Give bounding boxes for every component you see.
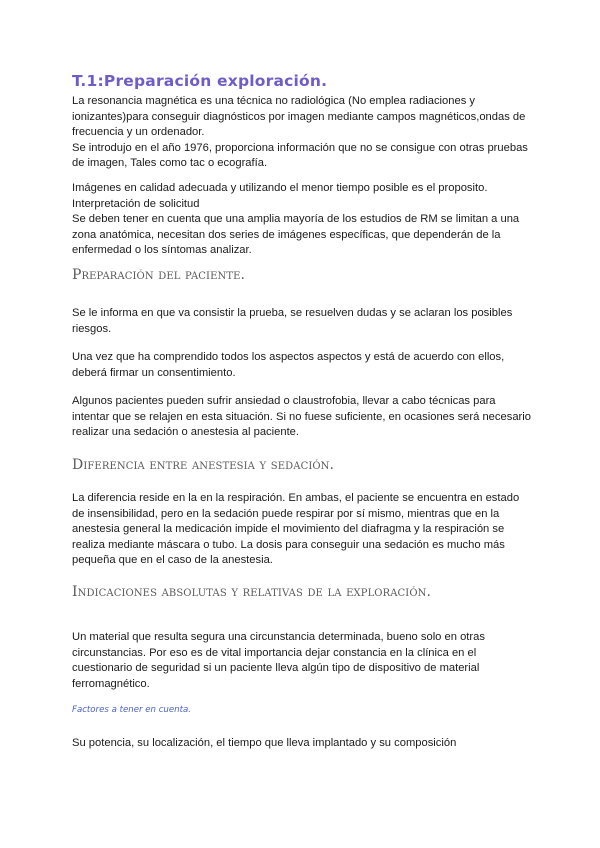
- patient-text-3: Algunos pacientes pueden sufrir ansiedad o claustrofobia, llevar a cabo técnicas para intentar que se relajen en esta situación. Si no fuese suficiente, en ocasiones será necesario realizar una sedación o anestesia al paciente.: [72, 395, 531, 439]
- patient-paragraph-1: [72, 306, 532, 337]
- intro-paragraph-2: Se introdujo en el año 1976, proporciona información que no se consigue con otras pruebas de imagen, Tales como tac o ecografía.: [72, 141, 528, 170]
- anesthesia-text: La diferencia reside en la en la respiración. En ambas, el paciente se encuentra en estado de insensibilidad, pero en la sedación puede respirar por sí mismo, mientras que en la anestesia general la medicación impide el movimiento del diafragma y la respiración se realiza mediante máscara o tubo. La dosis para conseguir una sedación es mucho más pequeña que en el caso de la anestesia.: [72, 492, 520, 567]
- intro-paragraph-1: La resonancia magnética es una técnica no radiológica (No emplea radiaciones y ionizantes)para conseguir diagnósticos por imagen mediante campos magnéticos,ondas de frecuencia y un ordenador.: [72, 95, 526, 139]
- patient-paragraph-3: [72, 394, 532, 441]
- objective-paragraph-1: Imágenes en calidad adecuada y utilizando el menor tiempo posible es el proposito.: [72, 182, 488, 194]
- indications-paragraph: [72, 630, 532, 692]
- section-heading-patient: Preparación del paciente.: [72, 267, 246, 283]
- section-heading-indications: Indicaciones absolutas y relativas de la exploración.: [72, 584, 432, 600]
- indications-text: Un material que resulta segura una circunstancia determinada, bueno solo en otras circunstancias. Por eso es de vital importancia dejar constancia en la clínica en el cuestionario de seguridad si un paciente lleva algún tipo de dispositivo de material ferromagnético.: [72, 631, 485, 690]
- factors-text: Su potencia, su localización, el tiempo que lleva implantado y su composición: [72, 737, 457, 749]
- patient-text-1: Se le informa en que va consistir la prueba, se resuelven dudas y se aclaran los posibles riesgos.: [72, 307, 513, 335]
- patient-text-2: Una vez que ha comprendido todos los aspectos aspectos y está de acuerdo con ellos, deberá firmar un consentimiento.: [72, 351, 505, 379]
- intro-block: [72, 94, 532, 172]
- section-heading-anesthesia: Diferencia entre anestesia y sedación.: [72, 457, 335, 473]
- patient-paragraph-2: [72, 350, 532, 381]
- anesthesia-paragraph: [72, 491, 532, 569]
- objective-paragraph-2: Interpretación de solicitud: [72, 197, 200, 210]
- page-title: T.1:Preparación exploración.: [72, 72, 328, 90]
- objective-block: [72, 181, 532, 259]
- factors-note: Factores a tener en cuenta.: [72, 705, 191, 715]
- factors-paragraph: [72, 736, 532, 752]
- objective-paragraph-3: Se deben tener en cuenta que una amplia mayoría de los estudios de RM se limitan a una zona anatómica, necesitan dos series de imágenes específicas, que dependerán de la enfermedad o los síntomas analizar.: [72, 213, 520, 257]
